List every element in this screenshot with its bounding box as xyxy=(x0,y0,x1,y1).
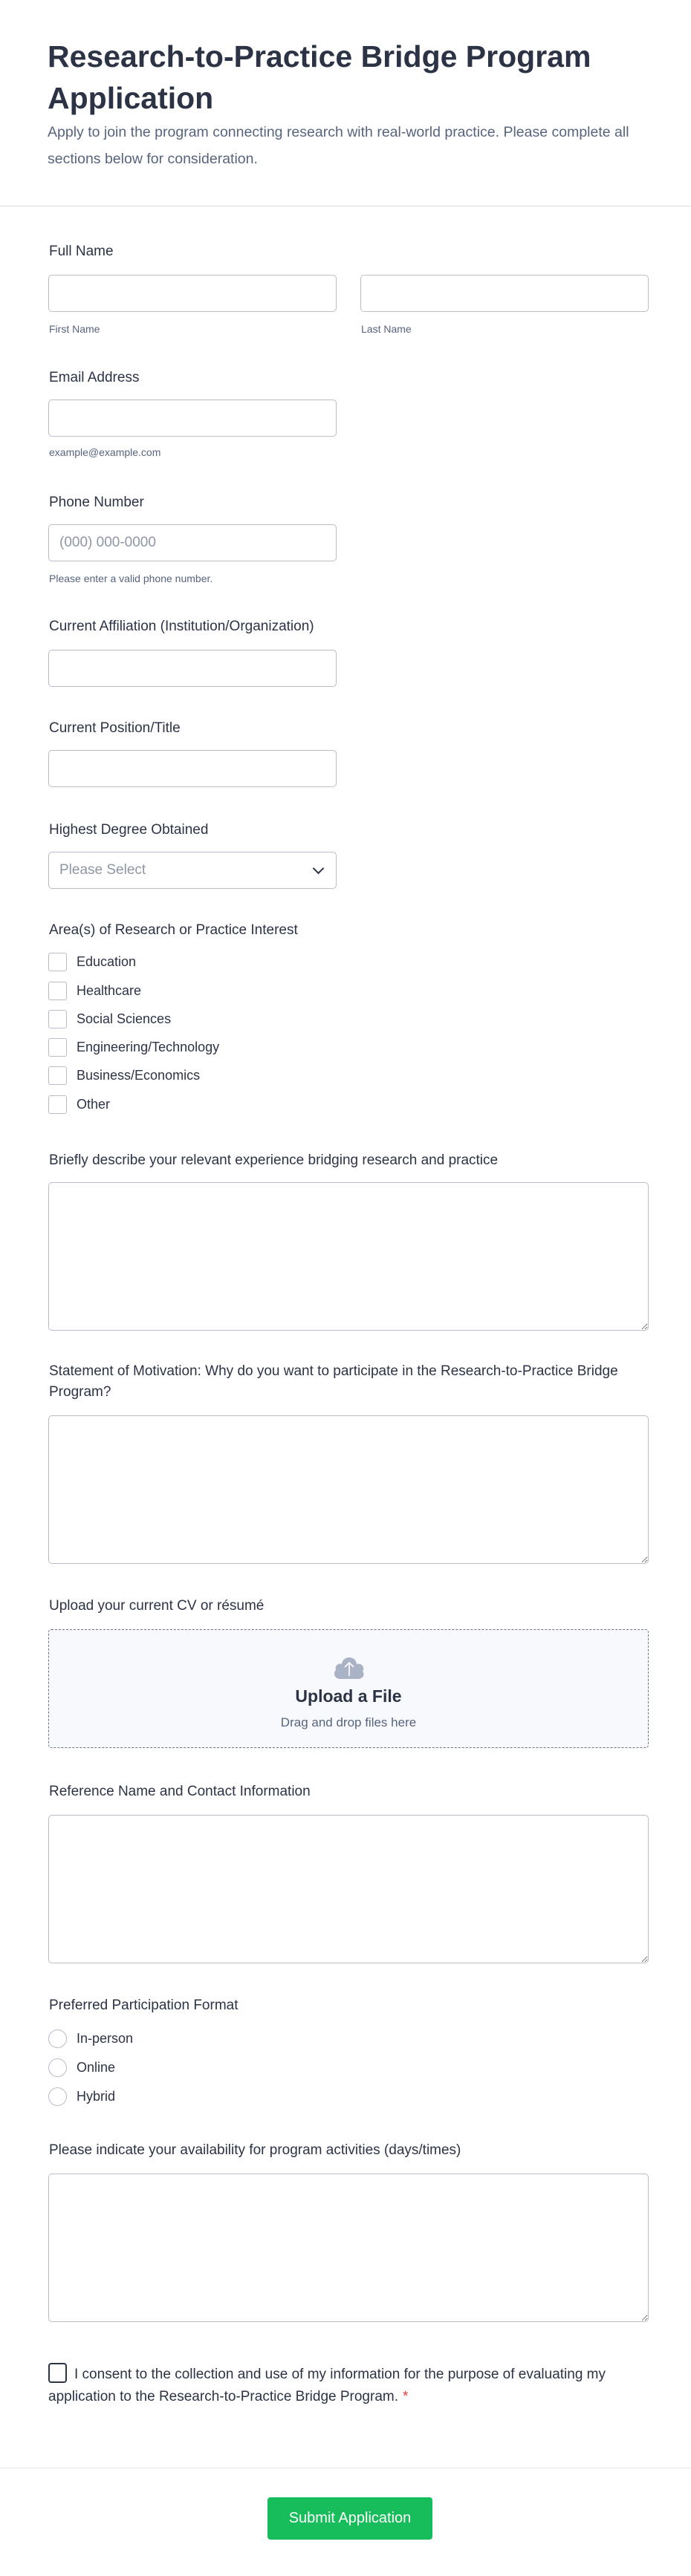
email-label: Email Address xyxy=(49,370,140,385)
availability-label: Please indicate your availability for program activities (days/times) xyxy=(49,2142,461,2158)
phone-input[interactable] xyxy=(48,524,337,561)
last-name-input[interactable] xyxy=(360,275,649,312)
option-label: Engineering/Technology xyxy=(77,1039,220,1054)
submit-button[interactable]: Submit Application xyxy=(267,2497,432,2540)
option-label: Social Sciences xyxy=(77,1011,172,1026)
cv-upload-dropzone[interactable] xyxy=(48,1629,649,1748)
checkbox[interactable] xyxy=(48,1010,67,1028)
full-name-label: Full Name xyxy=(49,244,114,259)
interests-label: Area(s) of Research or Practice Interest xyxy=(49,922,298,938)
motivation-label: Statement of Motivation: Why do you want to participate in the Research-to-Practice Bridge Program? xyxy=(49,1363,618,1400)
format-label: Preferred Participation Format xyxy=(49,1998,239,2013)
availability-textarea[interactable] xyxy=(48,2174,649,2322)
experience-label: Briefly describe your relevant experience bridging research and practice xyxy=(49,1152,499,1168)
degree-selected-value: Please Select xyxy=(59,862,146,878)
option-label: Online xyxy=(77,2059,116,2075)
required-mark: * xyxy=(403,2389,409,2404)
degree-label: Highest Degree Obtained xyxy=(49,822,209,838)
interest-option-social-sciences[interactable] xyxy=(48,1008,171,1029)
format-option-online[interactable] xyxy=(48,2057,115,2078)
interest-option-business[interactable] xyxy=(48,1065,200,1086)
radio[interactable] xyxy=(48,2029,67,2048)
phone-label: Phone Number xyxy=(49,495,144,510)
email-hint: example@example.com xyxy=(49,446,161,458)
option-label: In-person xyxy=(77,2030,134,2046)
reference-textarea[interactable] xyxy=(48,1815,649,1963)
option-label: Education xyxy=(77,953,137,969)
experience-textarea[interactable] xyxy=(48,1182,649,1331)
last-name-sublabel: Last Name xyxy=(361,323,412,335)
cloud-upload-icon xyxy=(331,1651,367,1680)
cv-label: Upload your current CV or résumé xyxy=(49,1598,265,1614)
motivation-textarea[interactable] xyxy=(48,1415,649,1564)
upload-subtitle: Drag and drop files here xyxy=(280,1715,417,1729)
first-name-input[interactable] xyxy=(48,275,337,312)
option-label: Other xyxy=(77,1096,111,1112)
radio[interactable] xyxy=(48,2087,67,2106)
option-label: Healthcare xyxy=(77,982,142,998)
reference-label: Reference Name and Contact Information xyxy=(49,1784,311,1799)
upload-title: Upload a File xyxy=(295,1686,402,1706)
checkbox[interactable] xyxy=(48,1038,67,1057)
first-name-sublabel: First Name xyxy=(49,323,100,335)
consent-checkbox[interactable] xyxy=(48,2363,67,2383)
phone-hint: Please enter a valid phone number. xyxy=(49,573,213,584)
option-label: Hybrid xyxy=(77,2088,116,2104)
chevron-down-icon xyxy=(313,862,325,874)
checkbox[interactable] xyxy=(48,1095,67,1114)
affiliation-label: Current Affiliation (Institution/Organization) xyxy=(49,619,314,634)
page-title: Research-to-Practice Bridge Program Application xyxy=(48,39,591,115)
interest-option-engineering[interactable] xyxy=(48,1037,219,1057)
degree-select[interactable] xyxy=(48,852,337,889)
position-label: Current Position/Title xyxy=(49,720,181,736)
format-option-hybrid[interactable] xyxy=(48,2086,115,2107)
format-option-in-person[interactable] xyxy=(48,2028,133,2049)
consent-text: I consent to the collection and use of my information for the purpose of evaluating my application to the Research-to-Practice Bridge Program. xyxy=(48,2367,606,2404)
checkbox[interactable] xyxy=(48,1066,67,1085)
checkbox[interactable] xyxy=(48,982,67,1000)
consent-field xyxy=(48,2364,613,2408)
option-label: Business/Economics xyxy=(77,1067,201,1083)
interest-option-healthcare[interactable] xyxy=(48,980,141,1001)
position-input[interactable] xyxy=(48,750,337,787)
page-subtitle: Apply to join the program connecting research with real-world practice. Please complete all sections below for consideration. xyxy=(48,124,629,167)
checkbox[interactable] xyxy=(48,953,67,971)
email-input[interactable] xyxy=(48,400,337,437)
interest-option-education[interactable] xyxy=(48,951,136,972)
affiliation-input[interactable] xyxy=(48,650,337,687)
radio[interactable] xyxy=(48,2058,67,2077)
interest-option-other[interactable] xyxy=(48,1094,110,1115)
